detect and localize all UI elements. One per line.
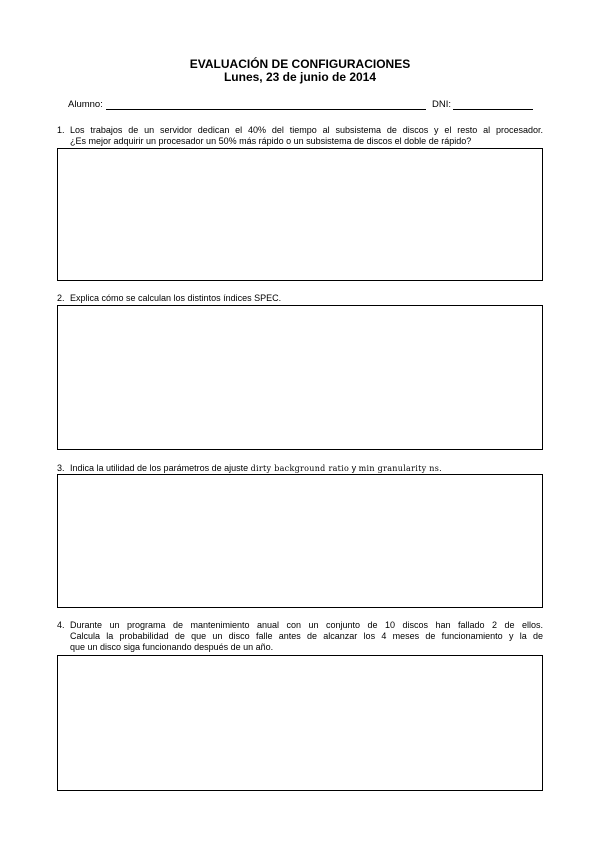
parameter-name: dirty background ratio <box>250 464 350 473</box>
question-text-line: Los trabajos de un servidor dedican el 40% del tiempo al subsistema de discos y el resto al procesador. <box>70 125 543 135</box>
question-number: 2. <box>57 293 65 303</box>
question-number: 4. <box>57 620 65 630</box>
parameter-name: min granularity ns <box>358 464 440 473</box>
question-text-line: Explica cómo se calculan los distintos índices SPEC. <box>70 293 282 303</box>
question-4 <box>57 620 543 653</box>
question-text-line: ¿Es mejor adquirir un procesador un 50% más rápido o un subsistema de discos el doble de rápido? <box>70 136 472 146</box>
exam-date: Lunes, 23 de junio de 2014 <box>223 70 377 84</box>
exam-title: EVALUACIÓN DE CONFIGURACIONES <box>189 57 411 71</box>
answer-box-1[interactable] <box>57 148 543 281</box>
question-text-line: Durante un programa de mantenimiento anual con un conjunto de 10 discos han fallado 2 de ellos. <box>70 620 543 630</box>
answer-box-3[interactable] <box>57 474 543 608</box>
question-2 <box>57 293 543 304</box>
question-text: Indica la utilidad de los parámetros de ajuste <box>70 463 251 473</box>
dni-label: DNI: <box>432 99 451 110</box>
question-1 <box>57 125 543 147</box>
question-3 <box>57 463 543 474</box>
question-text-line <box>70 463 543 474</box>
alumno-line <box>106 109 426 110</box>
question-text-line: que un disco siga funcionando después de un año. <box>70 642 274 652</box>
question-text: . <box>439 463 442 473</box>
question-number: 1. <box>57 125 65 135</box>
dni-line <box>453 109 533 110</box>
question-number: 3. <box>57 463 65 473</box>
question-text: y <box>349 463 359 473</box>
answer-box-4[interactable] <box>57 655 543 791</box>
alumno-label: Alumno: <box>68 99 103 110</box>
question-text-line: Calcula la probabilidad de que un disco falle antes de alcanzar los 4 meses de funcionamiento y la de <box>70 631 543 641</box>
answer-box-2[interactable] <box>57 305 543 450</box>
